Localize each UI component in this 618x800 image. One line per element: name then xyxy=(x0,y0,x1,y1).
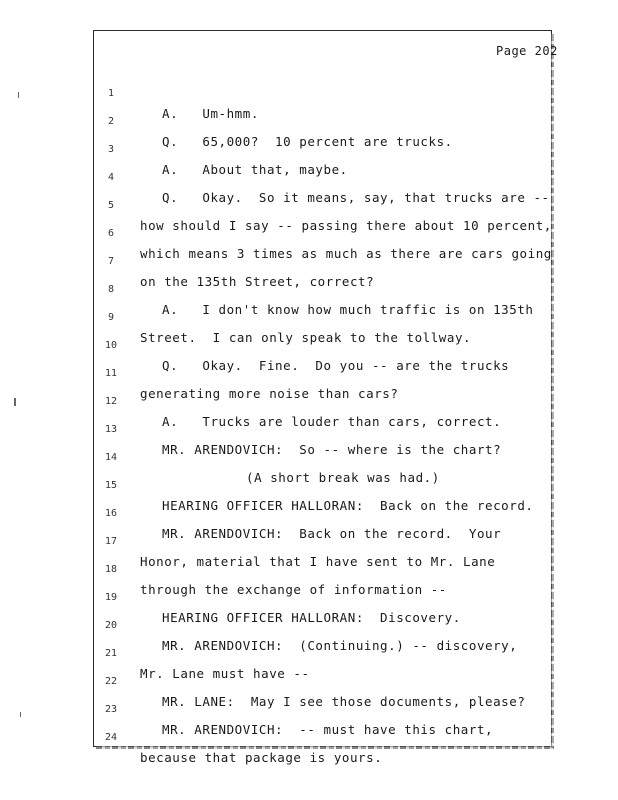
line-text: HEARING OFFICER HALLORAN: Discovery. xyxy=(162,610,461,625)
line-number: 23 xyxy=(104,704,118,715)
line-number: 14 xyxy=(104,452,118,463)
line-text: Mr. Lane must have -- xyxy=(140,666,310,681)
page-number: Page 202 xyxy=(496,44,558,58)
line-text: MR. ARENDOVICH: So -- where is the chart? xyxy=(162,442,502,457)
line-number: 3 xyxy=(107,144,115,155)
line-text: which means 3 times as much as there are cars going xyxy=(140,246,552,261)
line-text: MR. ARENDOVICH: -- must have this chart, xyxy=(162,722,494,737)
line-number: 11 xyxy=(104,368,118,379)
line-text: through the exchange of information -- xyxy=(140,582,447,597)
line-number: 19 xyxy=(104,592,118,603)
line-text: MR. ARENDOVICH: Back on the record. Your xyxy=(162,526,502,541)
line-number: 5 xyxy=(107,200,115,211)
transcript-line xyxy=(0,64,618,121)
line-text: Street. I can only speak to the tollway. xyxy=(140,330,472,345)
line-text: generating more noise than cars? xyxy=(140,386,399,401)
line-number: 9 xyxy=(107,312,115,323)
line-number: 2 xyxy=(107,116,115,127)
line-text: because that package is yours. xyxy=(140,750,383,765)
line-number: 24 xyxy=(104,732,118,743)
line-number: 13 xyxy=(104,424,118,435)
line-number: 8 xyxy=(107,284,115,295)
line-number: 17 xyxy=(104,536,118,547)
line-number: 20 xyxy=(104,620,118,631)
line-text: Honor, material that I have sent to Mr. Lane xyxy=(140,554,496,569)
line-text: A. Um-hmm. xyxy=(162,106,259,121)
line-text: Q. 65,000? 10 percent are trucks. xyxy=(162,134,453,149)
line-number: 12 xyxy=(104,396,118,407)
line-text: (A short break was had.) xyxy=(246,470,440,485)
line-number: 16 xyxy=(104,508,118,519)
line-number: 7 xyxy=(107,256,115,267)
line-number: 4 xyxy=(107,172,115,183)
line-number: 15 xyxy=(104,480,118,491)
line-text: MR. LANE: May I see those documents, please? xyxy=(162,694,526,709)
line-number: 6 xyxy=(107,228,115,239)
line-text: A. About that, maybe. xyxy=(162,162,348,177)
line-text: A. I don't know how much traffic is on 135th xyxy=(162,302,534,317)
line-text: Q. Okay. So it means, say, that trucks are -- xyxy=(162,190,550,205)
line-text: A. Trucks are louder than cars, correct. xyxy=(162,414,502,429)
line-number: 10 xyxy=(104,340,118,351)
line-number: 1 xyxy=(107,88,115,99)
line-text: on the 135th Street, correct? xyxy=(140,274,375,289)
line-text: how should I say -- passing there about 10 percent, xyxy=(140,218,552,233)
line-text: Q. Okay. Fine. Do you -- are the trucks xyxy=(162,358,510,373)
line-number: 21 xyxy=(104,648,118,659)
line-text: MR. ARENDOVICH: (Continuing.) -- discovery, xyxy=(162,638,518,653)
line-number: 22 xyxy=(104,676,118,687)
line-text: HEARING OFFICER HALLORAN: Back on the record. xyxy=(162,498,534,513)
line-number: 18 xyxy=(104,564,118,575)
